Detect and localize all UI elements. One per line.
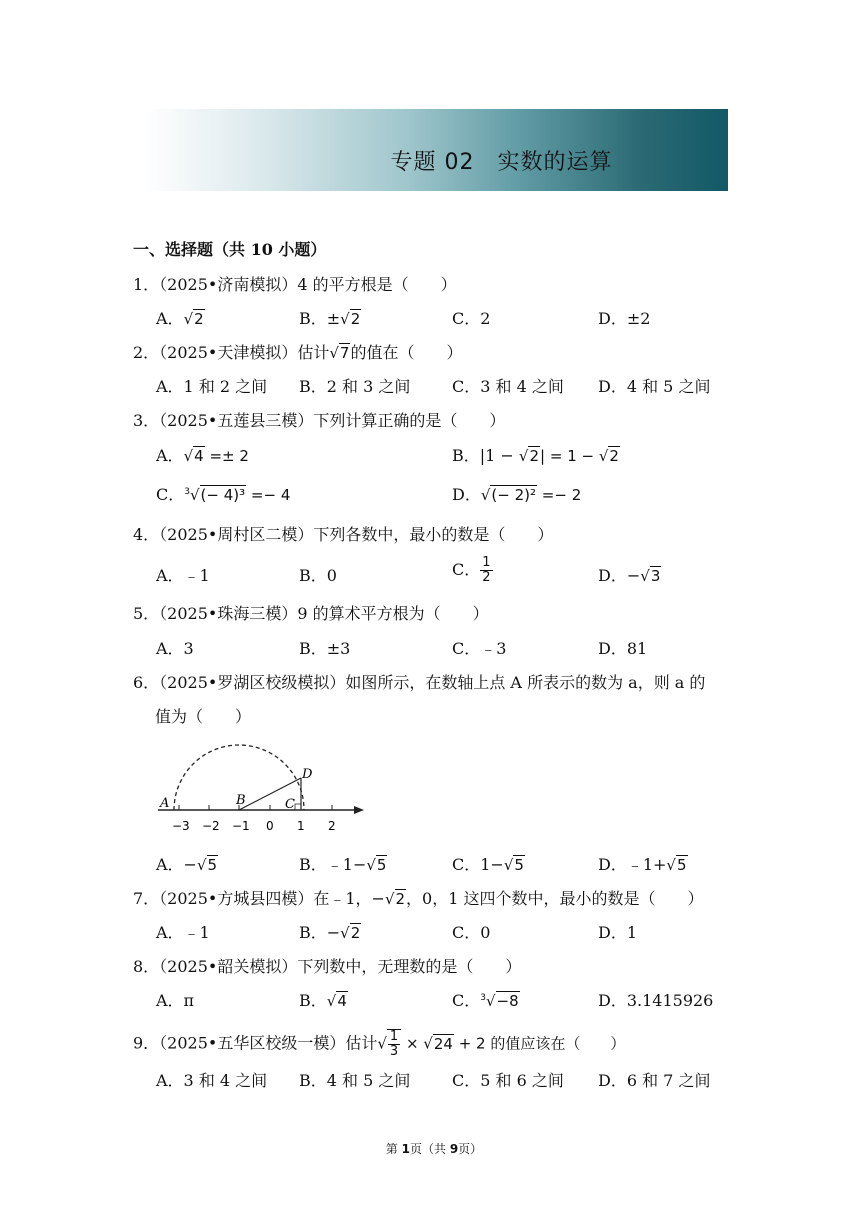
tick-label: −2 — [202, 819, 220, 833]
q3-option-c: C．$^3$√(− 4)³ =− 4 — [156, 485, 291, 504]
question-3-stem: 3．（2025•五莲县三模）下列计算正确的是（ ） — [133, 411, 506, 430]
q6-option-c: C．1−√5 — [452, 855, 524, 874]
q6-option-a: A．−√5 — [156, 855, 218, 874]
q5-option-d: D．81 — [598, 639, 648, 658]
tick-label: 2 — [328, 819, 336, 833]
label-d: D — [302, 767, 313, 782]
question-5-stem: 5．（2025•珠海三模）9 的算术平方根为（ ） — [133, 604, 489, 623]
q9-option-a: A．3 和 4 之间 — [156, 1071, 268, 1090]
question-6-stem-line2: 值为（ ） — [155, 707, 252, 726]
label-b: B — [236, 793, 246, 808]
tick-label: −1 — [232, 819, 250, 833]
q8-option-c: C．$^3$√−8 — [452, 991, 519, 1010]
q9-option-c: C．5 和 6 之间 — [452, 1071, 564, 1090]
q2-option-c: C．3 和 4 之间 — [452, 377, 564, 396]
fraction-one-third: $\frac{1}{3}$ — [387, 1029, 401, 1059]
q9-option-b: B．4 和 5 之间 — [299, 1071, 411, 1090]
q7-option-c: C．0 — [452, 923, 491, 942]
q7-option-a: A．﹣1 — [156, 923, 210, 942]
q6-option-b: B．﹣1−√5 — [299, 855, 387, 874]
section-title: 一、选择题（共 10 小题） — [133, 240, 327, 259]
q5-option-b: B．±3 — [299, 639, 351, 658]
axis-arrow — [354, 806, 364, 814]
q8-option-d: D．3.1415926 — [598, 991, 714, 1010]
q2-option-d: D．4 和 5 之间 — [598, 377, 711, 396]
q7-option-b: B．−√2 — [299, 923, 361, 942]
q5-option-a: A．3 — [156, 639, 194, 658]
question-1-stem: 1．（2025•济南模拟）4 的平方根是（ ） — [133, 275, 457, 294]
q1-option-c: C．2 — [452, 309, 491, 328]
q4-option-b: B．0 — [299, 566, 337, 585]
q2-option-a: A．1 和 2 之间 — [156, 377, 268, 396]
q8-option-b: B．√4 — [299, 991, 347, 1010]
q1-option-a: A．√2 — [156, 309, 204, 328]
q9-option-d: D．6 和 7 之间 — [598, 1071, 711, 1090]
q1-option-b: B．±√2 — [299, 309, 361, 328]
q4-option-c: C． $\frac{1}{2}$ — [452, 555, 491, 585]
number-line-figure — [154, 738, 369, 842]
question-9-stem: 9．（2025•五华区校级一模）估计√ $\frac{1}{3}$ × √24 + 2 的值应该在（ ） — [133, 1029, 626, 1059]
question-4-stem: 4．（2025•周村区二模）下列各数中，最小的数是（ ） — [133, 525, 554, 544]
label-a: A — [160, 796, 170, 811]
q8-option-a: A．π — [156, 991, 195, 1010]
tick-label: 0 — [266, 819, 274, 833]
q1-option-d: D．±2 — [598, 309, 651, 328]
fraction-one-half: $\frac{1}{2}$ — [482, 555, 491, 585]
page-title: 专题 02 实数的运算 — [390, 150, 613, 175]
question-2-stem: 2．（2025•天津模拟）估计√7的值在（ ） — [133, 343, 463, 362]
page-footer: 第 1页（共 9页） — [385, 1142, 483, 1156]
question-7-stem: 7．（2025•方城县四模）在﹣1，−√2，0，1 这四个数中，最小的数是（ ） — [133, 889, 704, 908]
q3-option-a: A．√4 =± 2 — [156, 446, 249, 465]
q4-option-a: A．﹣1 — [156, 566, 210, 585]
q5-option-c: C．﹣3 — [452, 639, 507, 658]
label-c: C — [285, 797, 295, 812]
q7-option-d: D．1 — [598, 923, 638, 942]
q4-option-d: D．−√3 — [598, 566, 661, 585]
q6-option-d: D．﹣1+√5 — [598, 855, 687, 874]
question-6-stem-line1: 6．（2025•罗湖区校级模拟）如图所示，在数轴上点 A 所表示的数为 a，则 a 的 — [133, 673, 706, 692]
right-angle-mark — [295, 804, 301, 810]
title-banner — [145, 109, 728, 191]
q3-option-d: D．√(− 2)² =− 2 — [452, 485, 582, 504]
question-8-stem: 8．（2025•韶关模拟）下列数中，无理数的是（ ） — [133, 957, 522, 976]
q2-option-b: B．2 和 3 之间 — [299, 377, 411, 396]
tick-label: −3 — [172, 819, 190, 833]
tick-label: 1 — [297, 819, 305, 833]
q3-option-b: B．|1 − √2| = 1 − √2 — [452, 446, 619, 465]
